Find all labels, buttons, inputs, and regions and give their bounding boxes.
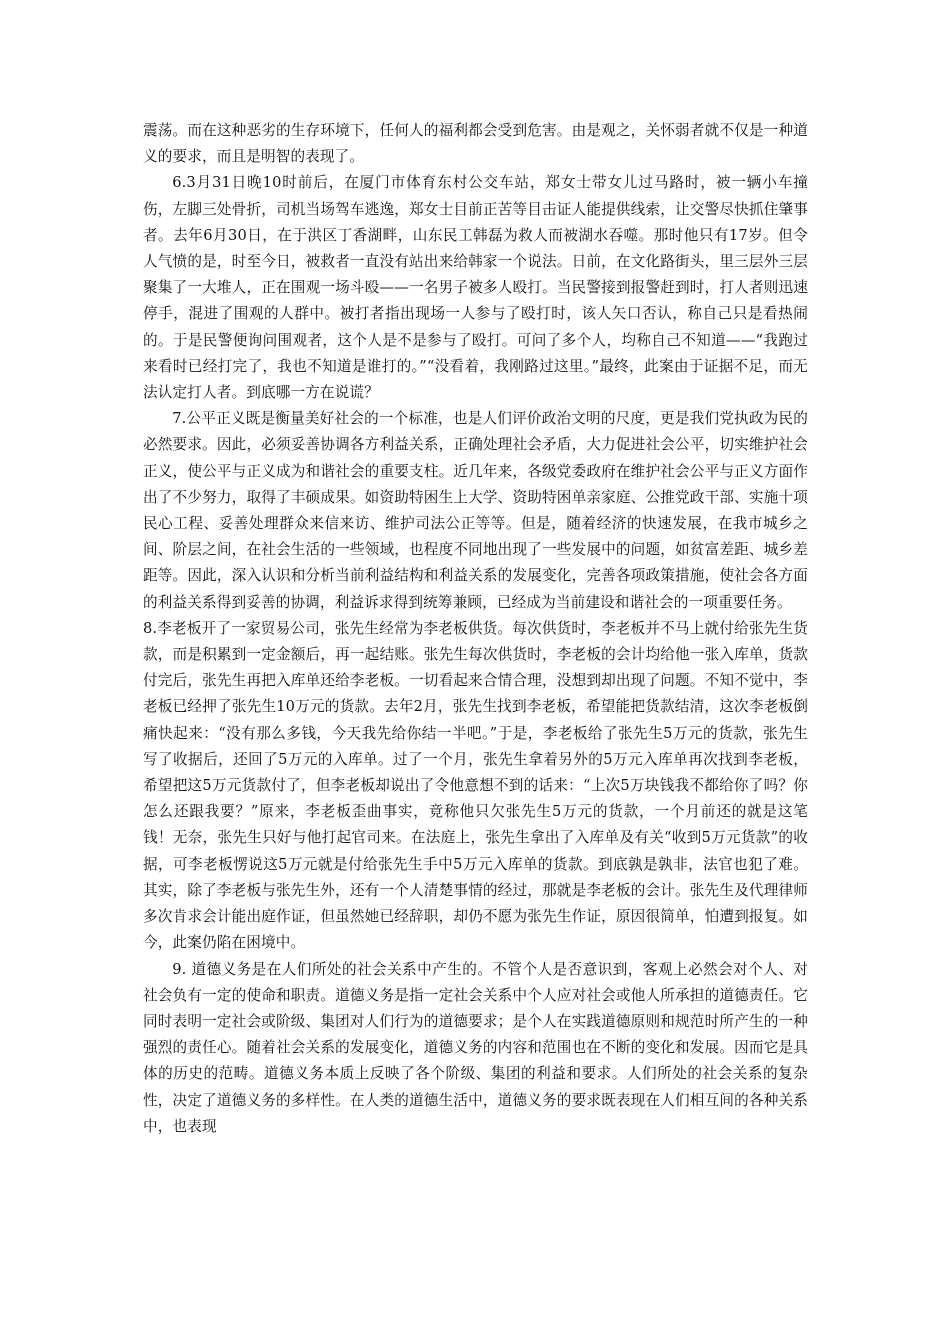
paragraph-5-continuation: 震荡。而在这种恶劣的生存环境下，任何人的福利都会受到危害。由是观之，关怀弱者就不仅是一种道义的要求，而且是明智的表现了。 xyxy=(143,122,808,166)
paragraph-8: 8.李老板开了一家贸易公司，张先生经常为李老板供货。每次供货时，李老板并不马上就付给张先生货款，而是积累到一定金额后，再一起结账。张先生每次供货时，李老板的会计均给他一张入库单，货款付完后，张先生再把入库单还给李老板。一切看起来合情合理，没想到却出现了问题。不知不觉中，李老板已经押了张先生10万元的货款。去年2月，张先生找到李老板，希望能把货款结清，这次李老板倒痛快起来：“没有那么多钱，今天我先给你结一半吧。”于是，李老板给了张先生5万元的货款，张先生写了收据后，还回了5万元的入库单。过了一个月，张先生拿着另外的5万元入库单再次找到李老板，希望把这5万元货款付了，但李老板却说出了令他意想不到的话来：“上次5万块钱我不都给你了吗？你怎么还跟我要？”原来，李老板歪曲事实，竟称他只欠张先生5万元的货款，一个月前还的就是这笔钱！无奈，张先生只好与他打起官司来。在法庭上，张先生拿出了入库单及有关“收到5万元货款”的收据，可李老板愣说这5万元就是付给张先生手中5万元入库单的货款。到底孰是孰非，法官也犯了难。其实，除了李老板与张先生外，还有一个人清楚事情的经过，那就是李老板的会计。张先生及代理律师多次肯求会计能出庭作证，但虽然她已经辞职，却仍不愿为张先生作证，原因很简单，怕遭到报复。如今，此案仍陷在困境中。 xyxy=(143,619,808,952)
paragraph-7: 7.公平正义既是衡量美好社会的一个标准，也是人们评价政治文明的尺度，更是我们党执政为民的必然要求。因此，必须妥善协调各方利益关系，正确处理社会矛盾，大力促进社会公平，切实维护社会正义，使公平与正义成为和谐社会的重要支柱。近几年来，各级党委政府在维护社会公平与正义方面作出了不少努力，取得了丰硕成果。如资助特困生上大学、资助特困单亲家庭、公推党政干部、实施十项民心工程、妥善处理群众来信来访、维护司法公正等等。但是，随着经济的快速发展，在我市城乡之间、阶层之间，在社会生活的一些领域，也程度不同地出现了一些发展中的问题，如贫富差距、城乡差距等。因此，深入认识和分析当前利益结构和利益关系的发展变化，完善各项政策措施，使社会各方面的利益关系得到妥善的协调，利益诉求得到统筹兼顾，已经成为当前建设和谐社会的一项重要任务。 xyxy=(143,410,808,611)
paragraph-6: 6.3月31日晚10时前后，在厦门市体育东村公交车站，郑女士带女儿过马路时，被一辆小车撞伤，左脚三处骨折，司机当场驾车逃逸，郑女士目前正苦等目击证人能提供线索，让交警尽快抓住肇事者。去年6月30日，在于洪区丁香湖畔，山东民工韩磊为救人而被湖水吞噬。那时他只有17岁。但令人气愤的是，时至今日，被救者一直没有站出来给韩家一个说法。日前，在文化路街头，里三层外三层聚集了一大堆人，正在围观一场斗殴——一名男子被多人殴打。当民警接到报警赶到时，打人者则迅速停手，混进了围观的人群中。被打者指出现场一人参与了殴打时，该人矢口否认，称自己只是看热闹的。于是民警便询问围观者，这个人是不是参与了殴打。可问了多个人，均称自己不知道——“我跑过来看时已经打完了，我也不知道是谁打的。”“没看着，我刚路过这里。”最终，此案由于证据不足，而无法认定打人者。到底哪一方在说谎？ xyxy=(143,174,808,402)
document-page xyxy=(143,118,808,1140)
paragraph-9: 9. 道德义务是在人们所处的社会关系中产生的。不管个人是否意识到，客观上必然会对个人、对社会负有一定的使命和职责。道德义务是指一定社会关系中个人应对社会或他人所承担的道德责任。它同时表明一定社会或阶级、集团对人们行为的道德要求；是个人在实践道德原则和规范时所产生的一种强烈的责任心。随着社会关系的发展变化，道德义务的内容和范围也在不断的变化和发展。因而它是具体的历史的范畴。道德义务本质上反映了各个阶级、集团的利益和要求。人们所处的社会关系的复杂性，决定了道德义务的多样性。在人类的道德生活中，道德义务的要求既表现在人们相互间的各种关系中，也表现 xyxy=(143,960,808,1135)
